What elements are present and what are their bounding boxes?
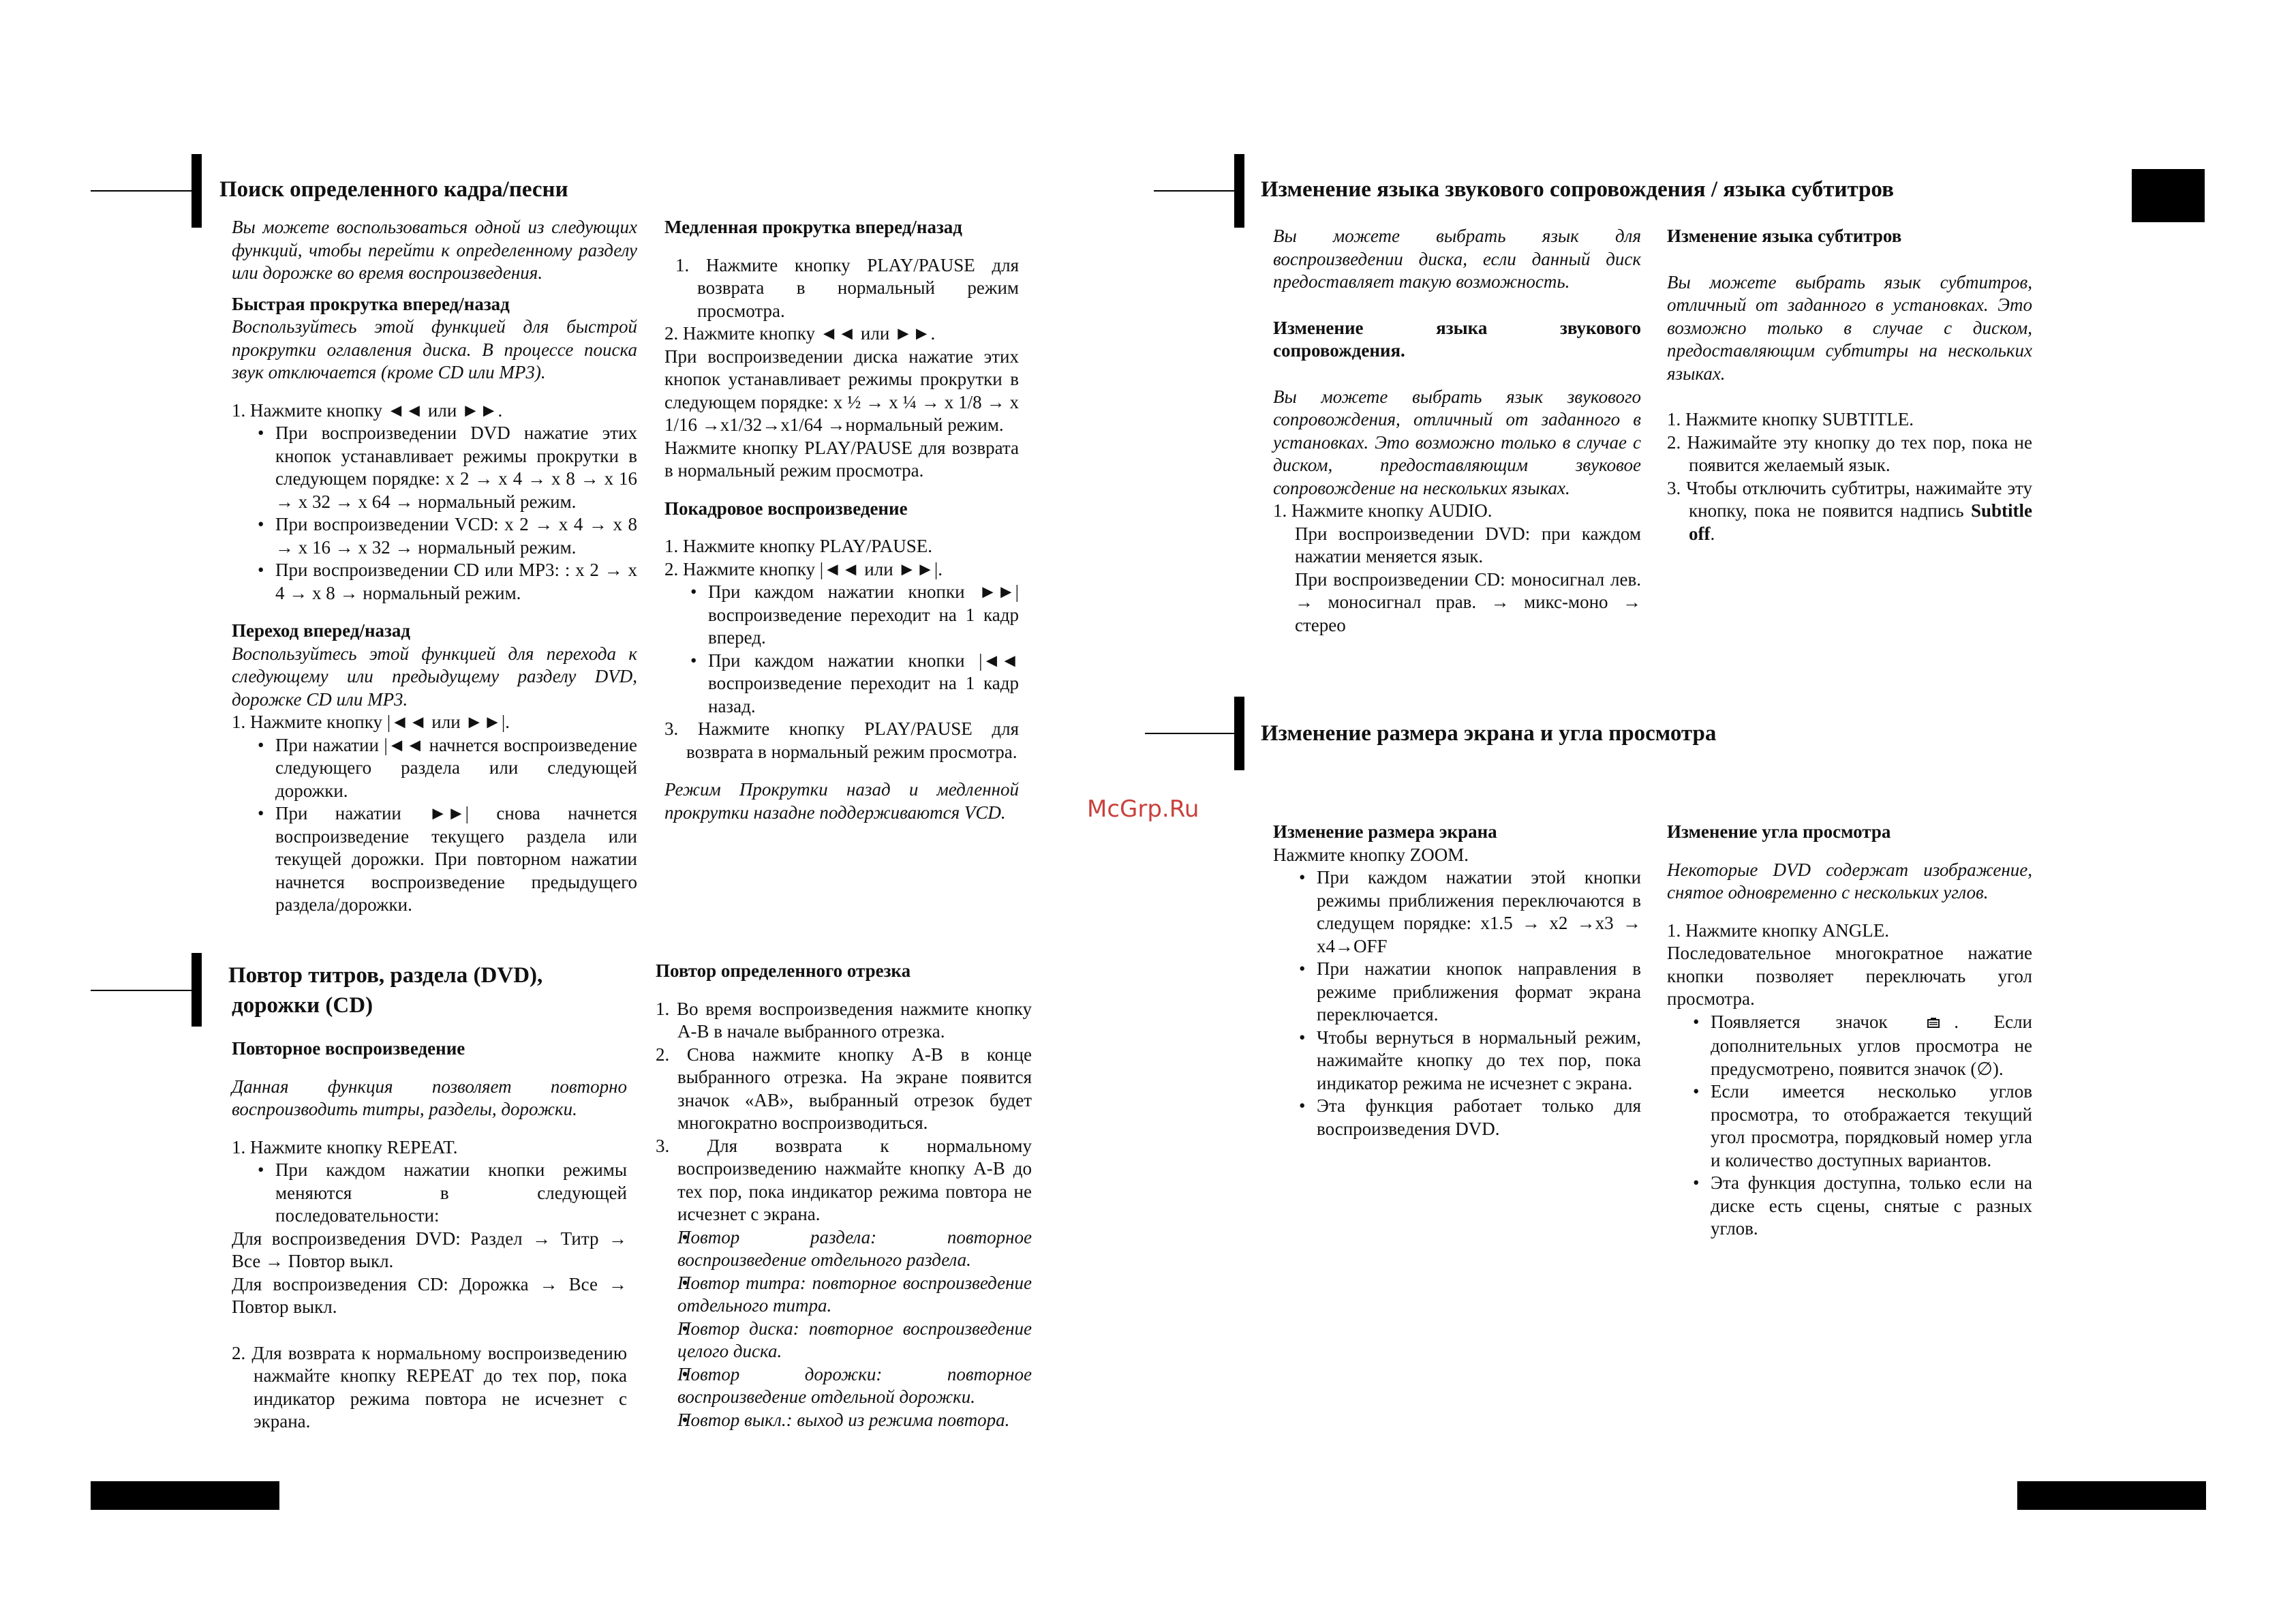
left-title-rule-1 xyxy=(91,190,192,192)
zoom-bullet-3: • Чтобы вернуться в нормальный режим, нажимайте кнопку до тех пор, пока индикатор режима не исчезнет с экрана. xyxy=(1273,1027,1641,1095)
repeat-intro: Данная функция позволяет повторно воспроизводить титры, разделы, дорожки. xyxy=(232,1076,627,1119)
subtitle-title: Изменение языка субтитров xyxy=(1667,226,1902,246)
repeat-title-line-1: Повтор титров, раздела (DVD), xyxy=(228,963,543,988)
zoom-title: Изменение размера экрана xyxy=(1273,821,1497,842)
ab-column xyxy=(656,960,1032,1431)
repeat-cd-order: Для воспроизведения CD: Дорожка → Все → Повтор выкл. xyxy=(232,1273,627,1317)
frame-note: Режим Прокрутки назад и медленной прокрутки назадне поддерживаются VCD. xyxy=(664,779,1019,823)
fast-intro: Воспользуйтесь этой функцией для быстрой прокрутки оглавления диска. В процессе поиска звук отключается (кроме CD или MP3). xyxy=(232,316,637,382)
subtitle-step-1: 1. Нажмите кнопку SUBTITLE. xyxy=(1667,409,1914,429)
slow-column xyxy=(664,216,1019,824)
watermark: McGrp.Ru xyxy=(1087,795,1199,823)
ab-bullet-2: • Повтор титра: повторное воспроизведение отдельного титра. xyxy=(656,1272,1032,1318)
lang-title: Изменение языка звукового сопровождения / языка субтитров xyxy=(1261,177,1894,202)
frame-bullet-2: • При каждом нажатии кнопки |◄◄ воспроизведение переходит на 1 кадр назад. xyxy=(664,650,1019,718)
ab-step-3: 3. Для возврата к нормальному воспроизведению нажмайте кнопку A-B до тех пор, пока индикатор режима повтора не исчезнет с экрана. xyxy=(656,1135,1032,1224)
audio-column xyxy=(1273,225,1641,637)
ab-bullet-3: • Повтор диска: повторное воспроизведение целого диска. xyxy=(656,1318,1032,1363)
angle-para: Последовательное многократное нажатие кнопки позволяет переключать угол просмотра. xyxy=(1667,943,2032,1009)
skip-intro: Воспользуйтесь этой функцией для перехода к следующему или предыдущему разделу DVD, дорожке CD или MP3. xyxy=(232,643,637,710)
frame-step-1: 1. Нажмите кнопку PLAY/PAUSE. xyxy=(664,536,933,556)
subtitle-column xyxy=(1667,225,2032,545)
fast-title: Быстрая прокрутка вперед/назад xyxy=(232,293,510,314)
skip-bullet-1: • При нажатии |◄◄ начнется воспроизведение следующего раздела или следующей дорожки. xyxy=(232,734,637,803)
angle-intro: Некоторые DVD содержат изображение, снятое одновременно с нескольких углов. xyxy=(1667,859,2032,902)
fast-step-1: 1. Нажмите кнопку ◄◄ или ►►. xyxy=(232,399,503,421)
search-intro: Вы можете воспользоваться одной из следующих функций, чтобы перейти к определенному разделу или дорожке во время воспроизведения. xyxy=(232,217,637,283)
ab-bullet-4: • Повтор дорожки: повторное воспроизведение отдельной дорожки. xyxy=(656,1363,1032,1409)
fast-bullet-1: • При воспроизведении DVD нажатие этих кнопок устанавливает режимы прокрутки в следующем порядке: x 2 → x 4 → x 8 → x 16 → x 32 → x 64 → нормальный режим. xyxy=(232,422,637,513)
angle-bullet-2: • Если имеется несколько углов просмотра, то отображается текущий угол просмотра, порядковый номер угла и количество доступных вариантов. xyxy=(1667,1080,2032,1172)
audio-intro: Вы можете выбрать язык звукового сопровождения, отличный от заданного в установках. Это возможно только в случае с диском, предоставляющим звуковое сопровождение на нескольких языках. xyxy=(1273,386,1641,498)
frame-step-3: 3. Нажмите кнопку PLAY/PAUSE для возврата в нормальный режим просмотра. xyxy=(664,718,1019,762)
audio-title: Изменение языка звукового сопровождения. xyxy=(1273,317,1641,361)
repeat-title-line-2: дорожки (CD) xyxy=(232,993,373,1018)
left-title-marker-1 xyxy=(192,154,202,228)
angle-bullet-1 xyxy=(1667,1011,2032,1081)
ab-bullet-5: • Повтор выкл.: выход из режима повтора. xyxy=(656,1409,1032,1432)
left-title-rule-2 xyxy=(91,990,192,991)
ab-step-2: 2. Снова нажмите кнопку A-B в конце выбранного отрезка. На экране появится значок «AB», выбранный отрезок будет многократно воспроизводиться. xyxy=(656,1044,1032,1133)
skip-title: Переход вперед/назад xyxy=(232,620,411,641)
fast-bullet-2: • При воспроизведении VCD: x 2 → x 4 → x 8 → x 16 → x 32 → нормальный режим. xyxy=(232,513,637,559)
frame-title: Покадровое воспроизведение xyxy=(664,498,908,519)
slow-para-1: При воспроизведении диска нажатие этих кнопок устанавливает режимы прокрутки в следующем порядке: x ½ → x ¼ → x 1/8 → x 1/16 →x1/32→x1/64 →нормальный режим. xyxy=(664,346,1019,435)
subtitle-step-2: 2. Нажимайте эту кнопку до тех пор, пока не появится желаемый язык. xyxy=(1667,431,2032,475)
angle-step-1: 1. Нажмите кнопку ANGLE. xyxy=(1667,920,1889,941)
search-title: Поиск определенного кадра/песни xyxy=(219,177,568,202)
angle-column xyxy=(1667,821,2032,1241)
repeat-dvd-order: Для воспроизведения DVD: Раздел → Титр → Все → Повтор выкл. xyxy=(232,1228,627,1271)
subtitle-step-3-text: 3. Чтобы отключить субтитры, нажимайте эту кнопку, пока не появится надпись xyxy=(1667,477,2032,521)
screen-title: Изменение размера экрана и угла просмотра xyxy=(1261,721,1717,746)
left-footer-bar xyxy=(91,1481,279,1510)
slow-title: Медленная прокрутка вперед/назад xyxy=(664,217,962,237)
zoom-bullet-2: • При нажатии кнопок направления в режиме приближения формат экрана переключается. xyxy=(1273,958,1641,1027)
zoom-bullet-1: • При каждом нажатии этой кнопки режимы приближения переключаются в следущем порядке: x1.5 → x2 →x3 → x4→OFF xyxy=(1273,866,1641,958)
left-title-marker-2 xyxy=(192,953,202,1027)
page-tab-marker xyxy=(2132,169,2205,222)
ab-title: Повтор определенного отрезка xyxy=(656,960,911,981)
right-footer-bar xyxy=(2017,1481,2206,1510)
zoom-column xyxy=(1273,821,1641,1140)
subtitle-intro: Вы можете выбрать язык субтитров, отличный от заданного в установках. Это возможно только в случае с диском, предоставляющим субтитры на нескольких языках. xyxy=(1667,271,2032,384)
angle-bullet-1-text-b: . Если дополнительных углов просмотра не предусмотрено, появится значок (∅). xyxy=(1711,1011,2032,1079)
camera-icon xyxy=(1927,1012,1940,1035)
audio-dvd: При воспроизведении DVD: при каждом нажатии меняется язык. xyxy=(1295,523,1641,566)
angle-title: Изменение угла просмотра xyxy=(1667,821,1891,842)
fast-bullet-3: • При воспроизведении CD или MP3: : x 2 → x 4 → x 8 → нормальный режим. xyxy=(232,559,637,605)
search-column xyxy=(232,216,637,917)
audio-step-1: 1. Нажмите кнопку AUDIO. xyxy=(1273,500,1493,521)
slow-para-2: Нажмите кнопку PLAY/PAUSE для возврата в нормальный режим просмотра. xyxy=(664,437,1019,481)
repeat-sub-title: Повторное воспроизведение xyxy=(232,1038,465,1059)
ab-step-1: 1. Во время воспроизведения нажмите кнопку A-B в начале выбранного отрезка. xyxy=(656,998,1032,1042)
zoom-step: Нажмите кнопку ZOOM. xyxy=(1273,844,1469,865)
right-title-marker-2 xyxy=(1234,697,1244,770)
subtitle-off-label: Subtitle off xyxy=(1689,500,2033,544)
zoom-bullet-4: • Эта функция работает только для воспроизведения DVD. xyxy=(1273,1095,1641,1140)
slow-step-1: 1. Нажмите кнопку PLAY/PAUSE для возврата в нормальный режим просмотра. xyxy=(675,254,1019,321)
repeat-step-2: 2. Для возврата к нормальному воспроизведению нажмайте кнопку REPEAT до тех пор, пока индикатор режима повтора не исчезнет с экрана. xyxy=(232,1342,627,1431)
subtitle-step-3: 3. Чтобы отключить субтитры, нажимайте эту кнопку, пока не появится надпись Subtitle off. xyxy=(1667,477,2033,544)
angle-bullet-1-text-a: Появляется значок xyxy=(1711,1011,1888,1032)
repeat-step-1: 1. Нажмите кнопку REPEAT. xyxy=(232,1136,458,1157)
frame-step-2: 2. Нажмите кнопку |◄◄ или ►►|. xyxy=(664,558,943,579)
angle-bullet-3: • Эта функция доступна, только если на диске есть сцены, снятые с разных углов. xyxy=(1667,1172,2032,1241)
audio-cd: При воспроизведении CD: моносигнал лев. → моносигнал прав. → микс-моно → стерео xyxy=(1295,568,1641,635)
right-title-rule-2 xyxy=(1145,733,1234,734)
skip-step-1: 1. Нажмите кнопку |◄◄ или ►►|. xyxy=(232,712,510,732)
right-title-marker-1 xyxy=(1234,154,1244,228)
repeat-column xyxy=(232,1037,627,1434)
right-title-rule-1 xyxy=(1154,190,1234,192)
lang-intro: Вы можете выбрать язык для воспроизведении диска, если данный диск предоставляет такую возможность. xyxy=(1273,226,1641,292)
ab-bullet-1: • Повтор раздела: повторное воспроизведение отдельного раздела. xyxy=(656,1226,1032,1272)
repeat-bullet-1: • При каждом нажатии кнопки режимы меняются в следующей последовательности: xyxy=(232,1159,627,1228)
skip-bullet-2: • При нажатии ►►| снова начнется воспроизведение текущего раздела или текущей дорожки. При повторном нажатии начнется воспроизведение предыдущего раздела/дорожки. xyxy=(232,802,637,917)
slow-step-2: 2. Нажмите кнопку ◄◄ или ►►. xyxy=(664,323,936,344)
frame-bullet-1: • При каждом нажатии кнопки ►►| воспроизведение переходит на 1 кадр вперед. xyxy=(664,581,1019,650)
